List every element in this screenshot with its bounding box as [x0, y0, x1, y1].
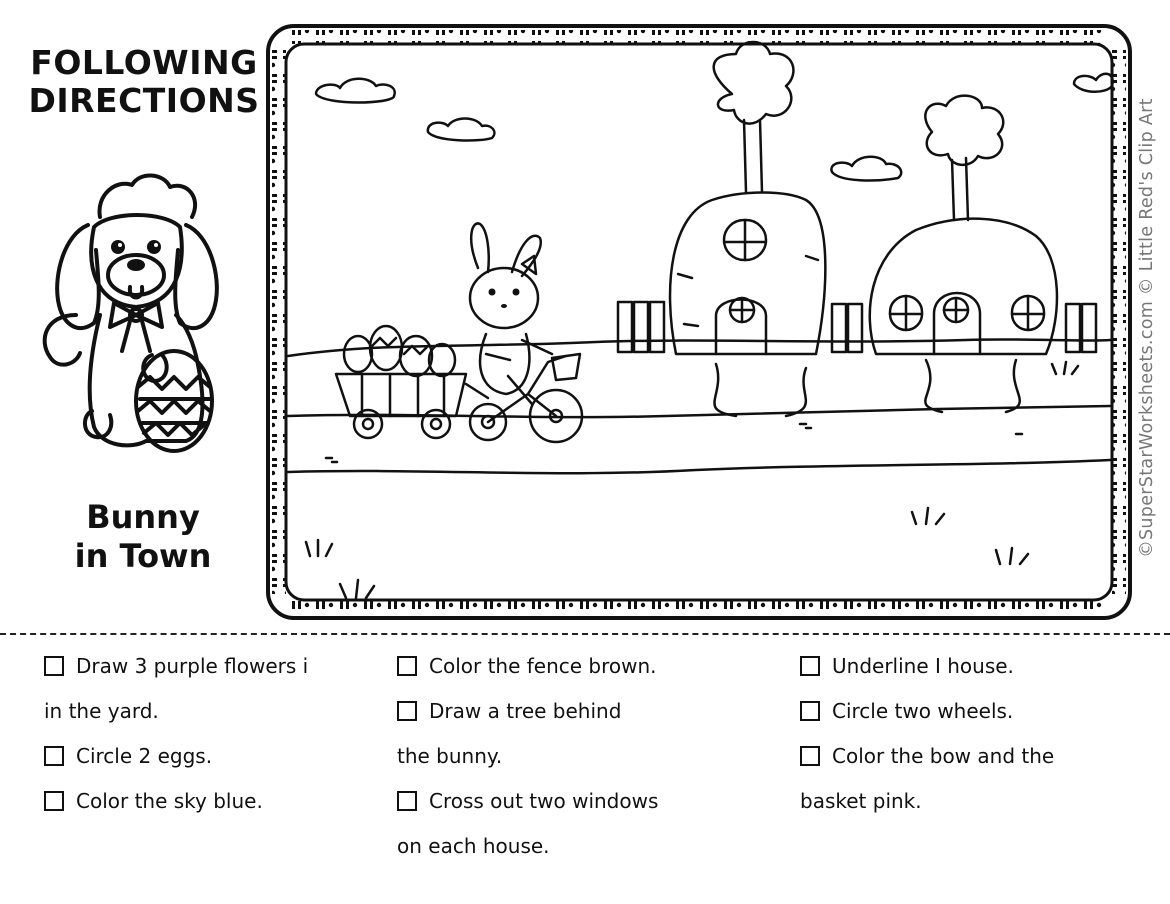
direction-text: basket pink.: [800, 789, 922, 813]
direction-line: [397, 689, 727, 734]
title-line-1: FOLLOWING: [30, 43, 258, 82]
cut-line-divider: [0, 633, 1170, 635]
checkbox[interactable]: [44, 746, 64, 766]
direction-text: Color the fence brown.: [429, 654, 657, 678]
direction-line: [397, 779, 727, 824]
bunny-town-scene: [266, 24, 1132, 620]
directions-column-1: [44, 644, 374, 824]
direction-line: [44, 779, 374, 824]
direction-text: on each house.: [397, 834, 550, 858]
direction-line: [44, 644, 374, 689]
direction-text: in the yard.: [44, 699, 159, 723]
direction-line: [44, 689, 374, 734]
direction-text: the bunny.: [397, 744, 503, 768]
direction-line: [800, 734, 1130, 779]
checkbox[interactable]: [44, 656, 64, 676]
checkbox[interactable]: [44, 791, 64, 811]
checkbox[interactable]: [800, 656, 820, 676]
direction-text: Color the sky blue.: [76, 789, 263, 813]
directions-column-2: [397, 644, 727, 869]
title-line-2: DIRECTIONS: [28, 81, 260, 120]
direction-line: [800, 779, 1130, 824]
direction-text: Cross out two windows: [429, 789, 659, 813]
direction-text: Color the bow and the: [832, 744, 1055, 768]
subtitle-line-2: in Town: [74, 537, 212, 575]
subtitle-line-1: Bunny: [86, 498, 200, 536]
checkbox[interactable]: [397, 656, 417, 676]
worksheet-subtitle: [50, 498, 236, 576]
direction-text: Circle two wheels.: [832, 699, 1014, 723]
page-title: [26, 44, 262, 120]
checkbox[interactable]: [397, 791, 417, 811]
directions-column-3: [800, 644, 1130, 824]
checkbox[interactable]: [397, 701, 417, 721]
dog-tuft: [99, 175, 195, 217]
direction-line: [44, 734, 374, 779]
frame-inner: [286, 44, 1112, 600]
checkbox[interactable]: [800, 701, 820, 721]
direction-text: Circle 2 eggs.: [76, 744, 213, 768]
direction-line: [800, 644, 1130, 689]
direction-text: Underline I house.: [832, 654, 1014, 678]
direction-text: Draw 3 purple flowers i: [76, 654, 309, 678]
copyright-credit: ©SuperStarWorksheets.com © Little Red's Clip Art: [1137, 98, 1157, 558]
direction-text: Draw a tree behind: [429, 699, 622, 723]
direction-line: [800, 689, 1130, 734]
direction-line: [397, 824, 727, 869]
dog-tongue: [130, 287, 142, 298]
dog-with-egg-illustration: [36, 165, 236, 465]
direction-line: [397, 734, 727, 779]
checkbox[interactable]: [800, 746, 820, 766]
direction-line: [397, 644, 727, 689]
dog-tail: [45, 315, 80, 365]
